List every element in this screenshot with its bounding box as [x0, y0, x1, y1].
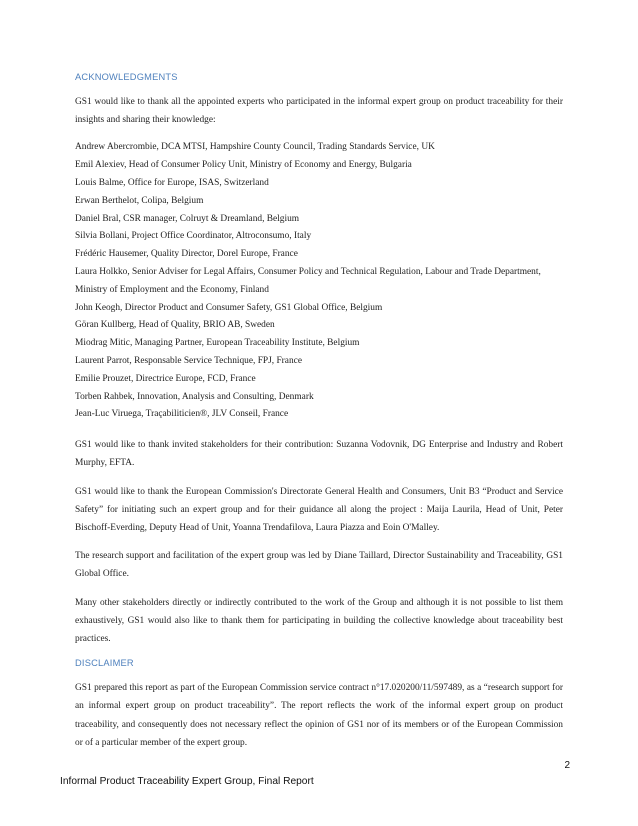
disclaimer-heading: DISCLAIMER	[75, 658, 134, 669]
page-number: 2	[564, 760, 570, 771]
expert-entry: Torben Rahbek, Innovation, Analysis and Consulting, Denmark	[75, 391, 314, 402]
expert-entry: Laurent Parrot, Responsable Service Technique, FPJ, France	[75, 355, 302, 366]
commission-paragraph: GS1 would like to thank the European Commission's Directorate General Health and Consumers, Unit B3 “Product and Service Safety” for initiating such an expert group and for their guidance all along the project : Maija Laurila, Head of Unit, Peter Bischoff-Everding, Deputy Head of Unit, Yoanna Trendafilova, Laura Piazza and Eoin O'Malley.	[75, 486, 563, 533]
stakeholders-paragraph: GS1 would like to thank invited stakeholders for their contribution: Suzanna Vodovnik, DG Enterprise and Industry and Robert Murphy, EFTA.	[75, 440, 563, 469]
ack-intro-paragraph: GS1 would like to thank all the appointed experts who participated in the informal expert group on product traceability for their insights and sharing their knowledge:	[75, 97, 563, 126]
expert-entry: Andrew Abercrombie, DCA MTSI, Hampshire County Council, Trading Standards Service, UK	[75, 142, 435, 153]
expert-entry: Silvia Bollani, Project Office Coordinator, Altroconsumo, Italy	[75, 231, 312, 242]
research-paragraph: The research support and facilitation of the expert group was led by Diane Taillard, Director Sustainability and Traceability, GS1 Global Office.	[75, 551, 563, 580]
expert-entry: Louis Balme, Office for Europe, ISAS, Switzerland	[75, 178, 269, 188]
page-footer	[60, 760, 570, 787]
expert-list	[75, 139, 563, 424]
disclaimer-paragraph: GS1 prepared this report as part of the European Commission service contract n°17.020200/11/597489, as a “research support for an informal expert group on product traceability”. The report reflects the work of the informal expert group on product traceability, and consequently does not necessary reflect the opinion of GS1 nor of its members or of the European Commission or of a particular member of the expert group.	[75, 683, 563, 748]
expert-entry: Göran Kullberg, Head of Quality, BRIO AB, Sweden	[75, 320, 275, 331]
expert-entry: Jean-Luc Viruega, Traçabiliticien®, JLV Conseil, France	[75, 409, 289, 420]
expert-entry: John Keogh, Director Product and Consumer Safety, GS1 Global Office, Belgium	[75, 302, 383, 313]
acknowledgments-heading: ACKNOWLEDGMENTS	[75, 72, 178, 82]
expert-entry: Erwan Berthelot, Colipa, Belgium	[75, 195, 204, 206]
expert-entry: Daniel Bral, CSR manager, Colruyt & Dreamland, Belgium	[75, 213, 300, 224]
others-paragraph: Many other stakeholders directly or indirectly contributed to the work of the Group and although it is not possible to list them exhaustively, GS1 would also like to thank them for participating in building the collective knowledge about traceability best practices.	[75, 597, 563, 644]
expert-entry: Miodrag Mitic, Managing Partner, European Traceability Institute, Belgium	[75, 338, 360, 349]
expert-entry: Emilie Prouzet, Directrice Europe, FCD, France	[75, 373, 256, 384]
expert-entry: Emil Alexiev, Head of Consumer Policy Unit, Ministry of Economy and Energy, Bulgaria	[75, 160, 412, 171]
expert-entry: Laura Holkko, Senior Adviser for Legal Affairs, Consumer Policy and Technical Regulation, Labour and Trade Department, Ministry of Employment and the Economy, Finland	[75, 266, 541, 295]
footer-title: Informal Product Traceability Expert Group, Final Report	[60, 776, 314, 787]
expert-entry: Frédéric Hausemer, Quality Director, Dorel Europe, France	[75, 249, 298, 260]
